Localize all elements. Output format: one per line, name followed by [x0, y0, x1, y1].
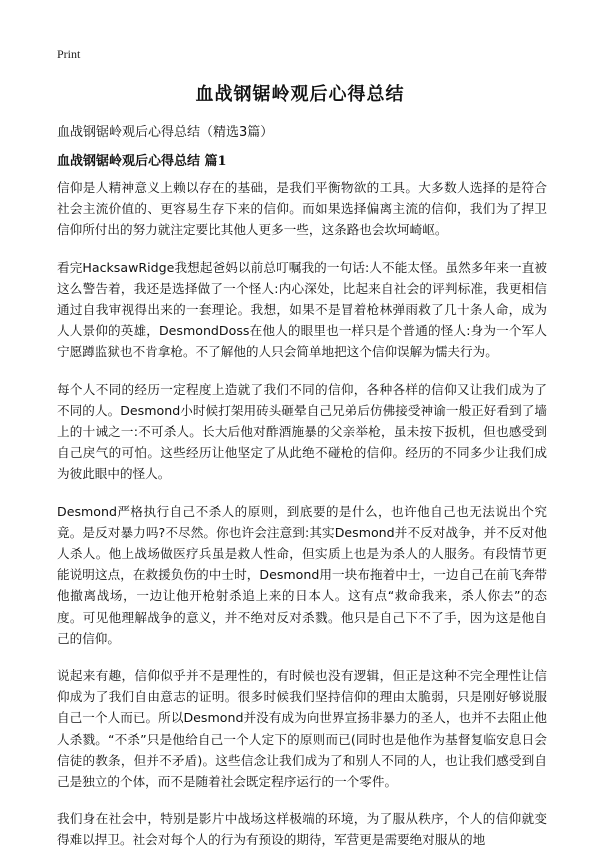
paragraph: 看完HacksawRidge我想起爸妈以前总叮嘱我的一句话:人不能太怪。虽然多年来一直被这么警告着，我还是选择做了一个怪人:内心深处，比起来自社会的评判标准，我更相信通过自我审视得出来的一套理论。我想，如果不是冒着枪林弹雨救了几十条人命，成为人人景仰的英雄，DesmondDoss在他人的眼里也一样只是个普通的怪人:身为一个军人宁愿蹲监狱也不肯拿枪。不了解他的人只会简单地把这个信仰误解为懦夫行为。: [57, 259, 547, 360]
print-label: Print: [57, 47, 81, 61]
paragraph: 信仰是人精神意义上赖以存在的基础，是我们平衡物欲的工具。大多数人选择的是符合社会主流价值的、更容易生存下来的信仰。而如果选择偏离主流的信仰，我们为了捍卫信仰所付出的努力就注定要比其他人更多一些，这条路也会坎坷崎岖。: [57, 180, 547, 238]
paragraph: 每个人不同的经历一定程度上造就了我们不同的信仰，各种各样的信仰又让我们成为了不同的人。Desmond小时候打架用砖头砸晕自己兄弟后仿佛接受神谕一般正好看到了墙上的十诫之一:不可杀人。长大后他对酢酒施暴的父亲举枪，虽未按下扳机，但也感受到自己戾气的可怕。这些经历让他坚定了从此绝不碰枪的信仰。经历的不同多少让我们成为彼此眼中的怪人。: [57, 381, 547, 482]
page-title: 血战钢锯岭观后心得总结: [195, 84, 405, 105]
document-subtitle: 血战钢锯岭观后心得总结（精选3篇）: [57, 125, 274, 140]
section-heading: 血战钢锯岭观后心得总结 篇1: [57, 154, 227, 169]
paragraph: Desmond严格执行自己不杀人的原则，到底要的是什么，也许他自己也无法说出个究竟。是反对暴力吗?不尽然。你也许会注意到:其实Desmond并不反对战争，并不反对他人杀人。他上战场做医疗兵虽是救人性命，但实质上也是为杀人的人服务。有段情节更能说明这点，在救援负伤的中士时，Desmond用一块布拖着中士，一边自己在前飞奔带他撤离战场，一边让他开枪射杀追上来的日本人。这有点“救命我来，杀人你去”的态度。可见他理解战争的意义，并不绝对反对杀戮。他只是自己下不了手，因为这是他自己的信仰。: [57, 503, 547, 646]
paragraph: 说起来有趣，信仰似乎并不是理性的，有时候也没有逻辑，但正是这种不完全理性让信仰成为了我们自由意志的证明。很多时候我们坚持信仰的理由太脆弱，只是刚好够说服自己一个人而已。所以Desmond并没有成为向世界宣扬非暴力的圣人，也并不去阻止他人杀戮。“不杀”只是他给自己一个人定下的原则而已(同时也是他作为基督复临安息日会信徒的教条，但并不矛盾)。这些信念让我们成为了和别人不同的人，也让我们感受到自己是独立的个体，而不是随着社会既定程序运行的一个零件。: [57, 668, 547, 790]
article-body: [57, 177, 547, 867]
paragraph: 我们身在社会中，特别是影片中战场这样极端的环境，为了服从秩序，个人的信仰就变得难以捍卫。社会对每个人的行为有预设的期待，军营更是需要绝对服从的地: [57, 811, 547, 848]
